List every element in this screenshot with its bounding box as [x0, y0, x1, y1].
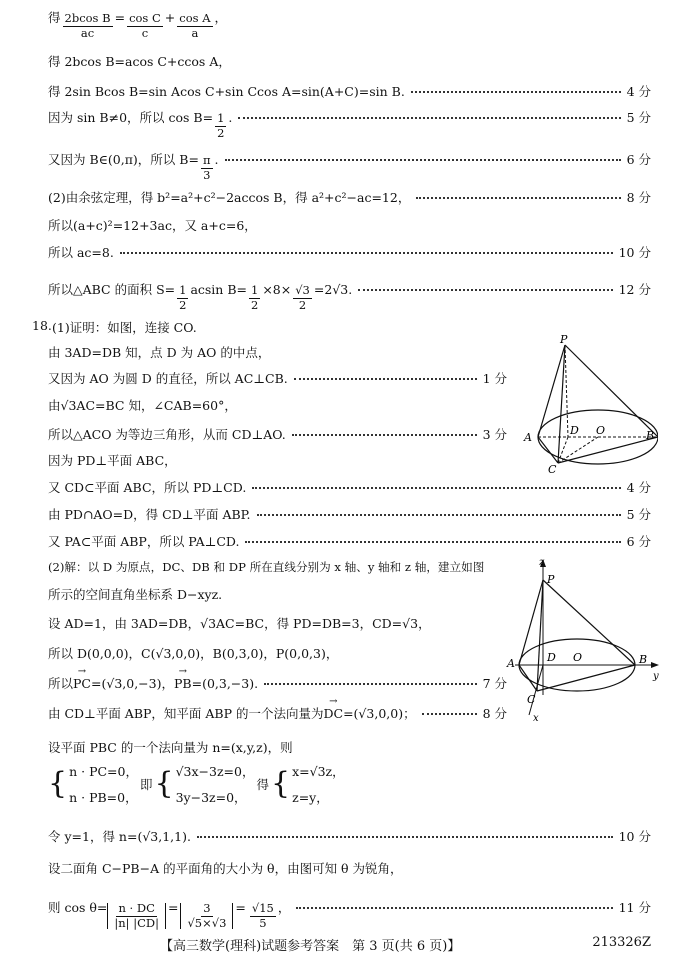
score: 3 分 — [482, 427, 507, 442]
score: 7 分 — [482, 676, 507, 691]
score: 10 分 — [618, 829, 651, 844]
label-o: O — [596, 424, 606, 437]
q18-line-18: 令 y=1，得 n=(√3,1,1). 10 分 — [48, 829, 651, 844]
vector-dc: → DC — [323, 706, 343, 721]
leader-dots — [411, 91, 621, 93]
leader-dots — [245, 541, 620, 543]
line-4: 因为 sin B≠0，所以 cos B= $\frac{1}{2}$ . 5 分 — [48, 110, 651, 140]
line-9: 所以△ABC 的面积 S= $\frac{1}{2}$ acsin B= $\frac{1}{2}$ ×8× $\frac{√3}{2}$ =2√3. 12 分 — [48, 282, 651, 312]
q18-line-8: 由 PD∩AO=D，得 CD⊥平面 ABP. 5 分 — [48, 507, 651, 522]
q18-line-6: 因为 PD⊥平面 ABC， — [48, 453, 177, 468]
cone-figure-2 — [505, 555, 665, 725]
label-c: C — [548, 463, 557, 475]
leader-dots — [296, 907, 612, 909]
score: 6 分 — [626, 534, 651, 549]
leader-dots — [294, 378, 477, 380]
question-number: 18. — [32, 318, 52, 333]
q18-line-9: 又 PA⊂平面 ABP，所以 PA⊥CD. 6 分 — [48, 534, 651, 549]
q18-line-16: 设平面 PBC 的一个法向量为 n=(x,y,z)，则 — [48, 740, 293, 755]
label-d: D — [547, 651, 556, 664]
score: 8 分 — [626, 190, 651, 205]
score: 4 分 — [626, 84, 651, 99]
axis-z-label: z — [539, 557, 545, 568]
footer-code: 213326Z — [592, 935, 651, 950]
cone-figure-1 — [518, 335, 658, 475]
vector-pc: → PC — [73, 676, 91, 691]
fraction: $\frac{\text{2bcos B}}{ac}$ — [64, 11, 111, 40]
q18-line-7: 又 CD⊂平面 ABC，所以 PD⊥CD. 4 分 — [48, 480, 651, 495]
vector-pb: → PB — [174, 676, 192, 691]
leader-dots — [416, 197, 620, 199]
score: 11 分 — [618, 900, 651, 915]
label-a: A — [507, 657, 515, 670]
fraction: $\frac{\text{cos A}}{a}$ — [179, 11, 211, 40]
q18-line-19: 设二面角 C−PB−A 的平面角的大小为 θ，由图可知 θ 为锐角， — [48, 861, 403, 876]
leader-dots — [252, 487, 620, 489]
absolute-value: $\frac{3}{√5\times√3}$ — [180, 903, 233, 929]
q18-line-2: 由 3AD=DB 知，点 D 为 AO 的中点， — [48, 345, 271, 360]
score: 10 分 — [618, 245, 651, 260]
q18-line-14: 所以 → PC =(√3,0,−3)， → PB =(0,3,−3). 7 分 — [48, 674, 507, 692]
line-5: 又因为 B∈(0,π)，所以 B= $\frac{\pi}{3}$ . 6 分 — [48, 152, 651, 182]
label-o: O — [573, 651, 583, 664]
line-7: 所以(a+c)²=12+3ac，又 a+c=6， — [48, 218, 257, 233]
footer-title: 【高三数学(理科)试题参考答案 第 3 页(共 6 页)】 — [160, 939, 461, 954]
label-b: B — [639, 653, 648, 666]
score: 5 分 — [626, 507, 651, 522]
leader-dots — [225, 159, 621, 161]
label-d: D — [570, 424, 579, 437]
equation-system: { n · PC=0， n · PB=0， 即 { √3x−3z=0， 3y−3z=0， 得 { x=√3z， z=y， — [48, 764, 345, 805]
leader-dots — [422, 713, 477, 715]
score: 5 分 — [626, 110, 651, 125]
line-1: 得 $\frac{\text{2bcos B}}{ac}$ = $\frac{\text{cos C}}{c}$ + $\frac{\text{cos A}}{a}$ ， — [48, 10, 228, 40]
q18-line-1: (1)证明：如图，连接 CO. — [52, 320, 197, 335]
q18-line-3: 又因为 AO 为圆 D 的直径，所以 AC⊥CB. 1 分 — [48, 371, 507, 386]
q18-line-12: 设 AD=1，由 3AD=DB，√3AC=BC，得 PD=DB=3，CD=√3， — [48, 616, 431, 631]
leader-dots — [257, 514, 621, 516]
leader-dots — [264, 683, 476, 685]
fraction: $\frac{1}{2}$ — [179, 283, 187, 312]
score: 12 分 — [618, 282, 651, 297]
score: 1 分 — [482, 371, 507, 386]
fraction: $\frac{1}{2}$ — [251, 283, 259, 312]
q18-line-11: 所示的空间直角坐标系 D−xyz. — [48, 587, 223, 602]
fraction: $\frac{\text{cos C}}{c}$ — [129, 11, 161, 40]
label-p: P — [547, 573, 555, 586]
fraction: $\frac{√15}{5}$ — [251, 901, 274, 930]
fraction: $\frac{√3}{2}$ — [295, 283, 310, 312]
line-3: 得 2sin Bcos B=sin Acos C+sin Ccos A=sin(A+C)=sin B. 4 分 — [48, 84, 651, 99]
line-2: 得 2bcos B=acos C+ccos A， — [48, 54, 231, 69]
leader-dots — [292, 434, 477, 436]
line-6: (2)由余弦定理，得 b²=a²+c²−2accos B，得 a²+c²−ac=12， 8 分 — [48, 190, 651, 205]
fraction: $\frac{1}{2}$ — [217, 111, 225, 140]
score: 8 分 — [482, 706, 507, 721]
label-a: A — [524, 431, 532, 444]
axis-y-label: y — [653, 671, 659, 682]
axis-x-label: x — [533, 713, 539, 724]
q18-line-5: 所以△ACO 为等边三角形，从而 CD⊥AO. 3 分 — [48, 427, 507, 442]
score: 4 分 — [626, 480, 651, 495]
absolute-value: $\frac{n \cdot DC}{|n| |CD|}$ — [107, 903, 166, 929]
label-c: C — [527, 693, 536, 706]
q18-line-20: 则 cos θ= $\frac{n \cdot DC}{|n| |CD|}$ = $\frac{3}{√5\times√3}$ = $\frac{√15}{5}$ ， 11 分 — [48, 900, 651, 930]
label-p: P — [560, 335, 568, 346]
leader-dots — [238, 117, 620, 119]
q18-line-4: 由√3AC=BC 知，∠CAB=60°， — [48, 398, 237, 413]
fraction: $\frac{\pi}{3}$ — [202, 153, 211, 182]
label-b: B — [646, 429, 655, 442]
line-1-prefix: 得 — [48, 10, 61, 25]
q18-line-10: (2)解：以 D 为原点，DC、DB 和 DP 所在直线分别为 x 轴、y 轴和 z 轴，建立如图 — [48, 560, 485, 574]
leader-dots — [120, 252, 613, 254]
score: 6 分 — [626, 152, 651, 167]
q18-line-15: 由 CD⊥平面 ABP，知平面 ABP 的一个法向量为 → DC =(√3,0,0)； 8 分 — [48, 704, 507, 722]
leader-dots — [358, 289, 612, 291]
leader-dots — [197, 836, 613, 838]
q18-line-13: 所以 D(0,0,0)，C(√3,0,0)，B(0,3,0)，P(0,0,3)， — [48, 646, 339, 661]
line-8: 所以 ac=8. 10 分 — [48, 245, 651, 260]
